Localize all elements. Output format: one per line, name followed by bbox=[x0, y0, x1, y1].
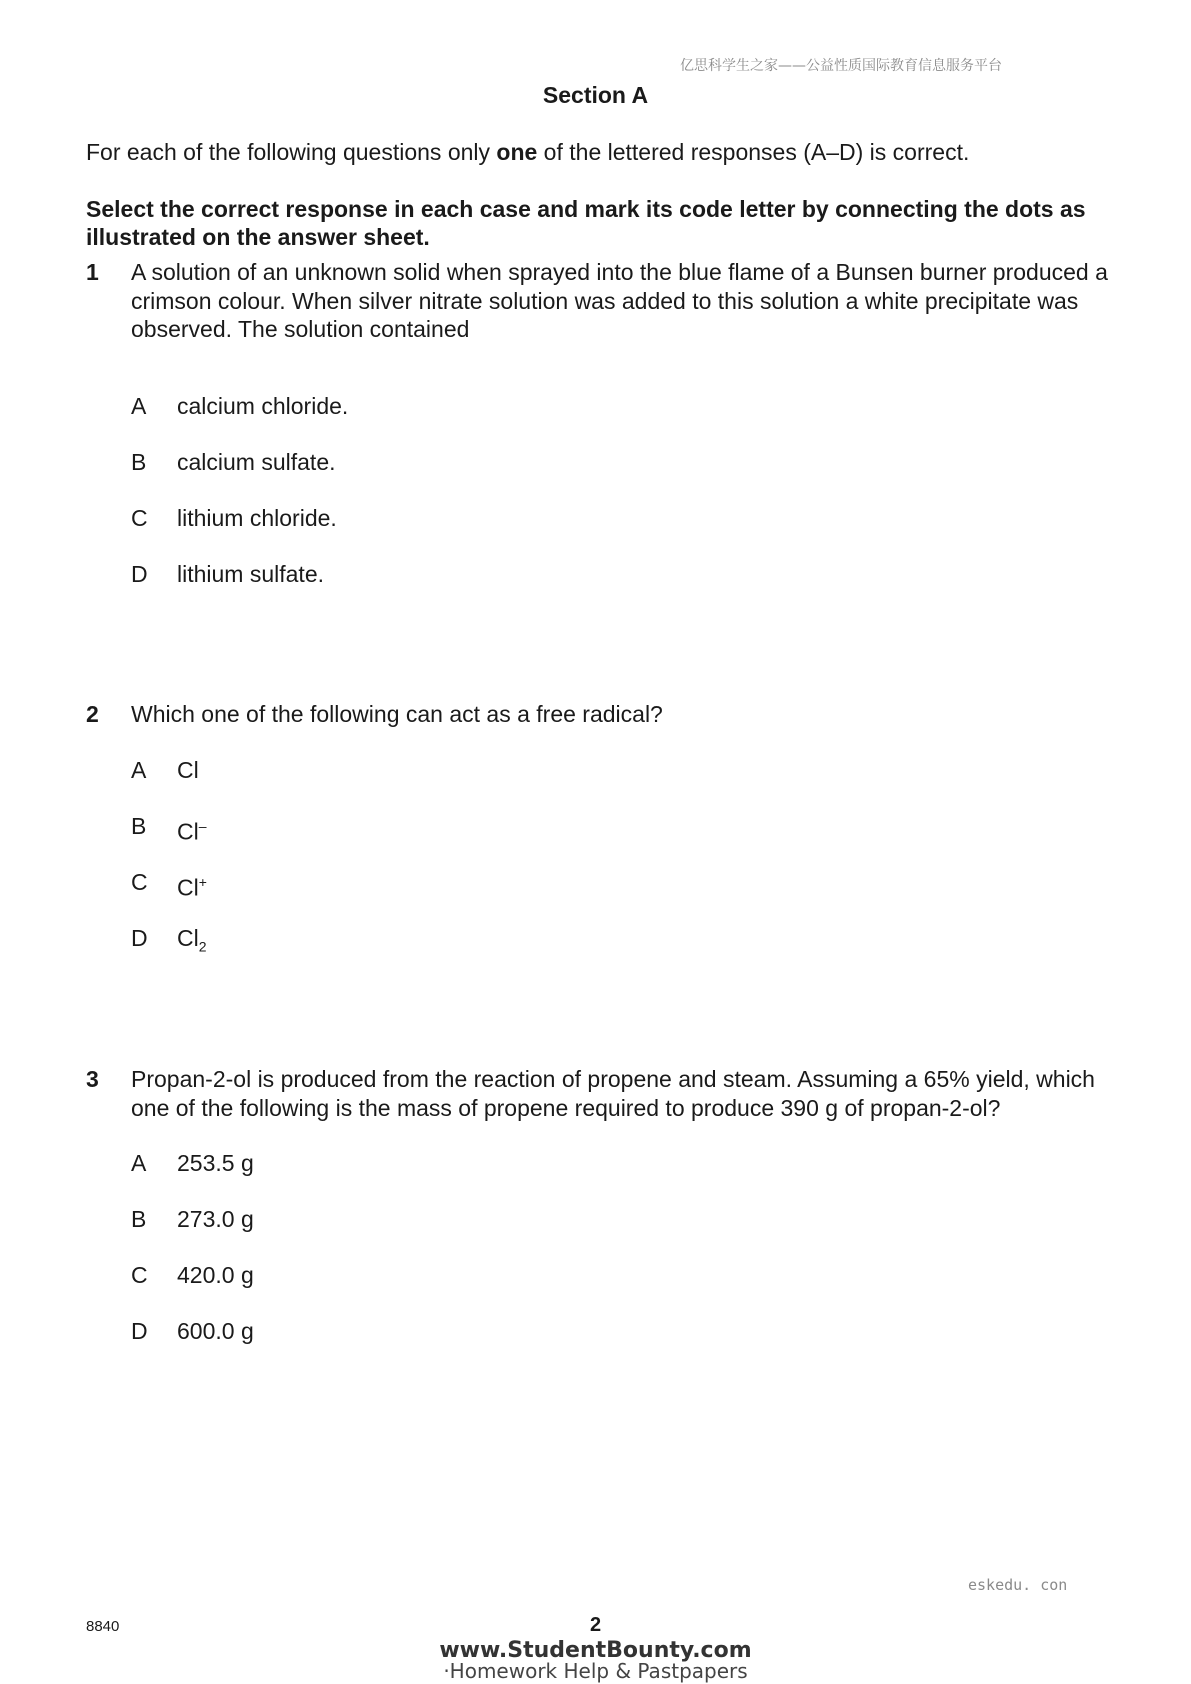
question-2-option-d-letter: D bbox=[131, 925, 148, 951]
question-1-option-a-text: calcium chloride. bbox=[177, 393, 349, 419]
question-2-option-b-text bbox=[177, 812, 207, 846]
question-2-option-a-text bbox=[177, 756, 199, 784]
question-1-option-d-letter: D bbox=[131, 561, 148, 587]
bottom-watermark: eskedu. con bbox=[968, 1576, 1068, 1594]
question-3-option-c-letter: C bbox=[131, 1262, 148, 1288]
question-3-number: 3 bbox=[86, 1066, 99, 1092]
question-2-number: 2 bbox=[86, 701, 99, 727]
question-1-option-c-text: lithium chloride. bbox=[177, 505, 337, 531]
formula-charge: + bbox=[198, 874, 207, 890]
intro-text bbox=[86, 138, 969, 166]
question-1-text: A solution of an unknown solid when sprayed into the blue flame of a Bunsen burner produced a crimson colour. When silver nitrate solution was added to this solution a white precipitate was observed. The solution contained bbox=[131, 259, 1108, 342]
formula-subscript: 2 bbox=[198, 938, 207, 955]
question-1-option-b-text: calcium sulfate. bbox=[177, 449, 336, 475]
top-watermark: 亿思科学生之家——公益性质国际教育信息服务平台 bbox=[680, 58, 1002, 74]
formula-base: Cl bbox=[177, 757, 199, 783]
question-3-option-d-letter: D bbox=[131, 1318, 148, 1344]
question-3-option-b-letter: B bbox=[131, 1206, 147, 1232]
question-3-option-d-text: 600.0 g bbox=[177, 1318, 254, 1344]
question-3-option-c-text: 420.0 g bbox=[177, 1262, 254, 1288]
intro-emphasis: one bbox=[496, 139, 538, 165]
page-number: 2 bbox=[589, 1614, 602, 1636]
question-1-number: 1 bbox=[86, 259, 99, 285]
footer-tagline: ·Homework Help & Pastpapers bbox=[443, 1659, 748, 1683]
question-3-text: Propan-2-ol is produced from the reaction of propene and steam. Assuming a 65% yield, which one of the following is the mass of propene required to produce 390 g of propan-2-ol? bbox=[131, 1066, 1095, 1121]
question-1-option-b-letter: B bbox=[131, 449, 147, 475]
question-3-option-a-letter: A bbox=[131, 1150, 147, 1176]
formula-base: Cl bbox=[177, 818, 199, 845]
question-1-option-c-letter: C bbox=[131, 505, 148, 531]
intro-after: of the lettered responses (A–D) is correct. bbox=[537, 139, 970, 165]
question-2-option-c-text bbox=[177, 868, 207, 902]
paper-code: 8840 bbox=[86, 1618, 120, 1635]
footer-site-link[interactable]: www.StudentBounty.com bbox=[439, 1638, 752, 1663]
question-2-option-c-letter: C bbox=[131, 869, 148, 895]
question-2-option-d-text bbox=[177, 924, 207, 961]
section-title: Section A bbox=[542, 82, 649, 108]
formula-charge: – bbox=[198, 818, 207, 834]
formula-base: Cl bbox=[177, 874, 199, 901]
intro-before: For each of the following questions only bbox=[86, 139, 497, 165]
instruction-text: Select the correct response in each case and mark its code letter by connecting the dots as illustrated on the answer sheet. bbox=[86, 196, 1086, 250]
formula-base: Cl bbox=[177, 925, 199, 951]
question-1-option-d-text: lithium sulfate. bbox=[177, 561, 325, 587]
question-2-option-b-letter: B bbox=[131, 813, 147, 839]
question-3-option-b-text: 273.0 g bbox=[177, 1206, 254, 1232]
question-2-text: Which one of the following can act as a free radical? bbox=[131, 701, 663, 727]
question-2-option-a-letter: A bbox=[131, 757, 147, 783]
question-3-option-a-text: 253.5 g bbox=[177, 1150, 254, 1176]
question-1-option-a-letter: A bbox=[131, 393, 147, 419]
